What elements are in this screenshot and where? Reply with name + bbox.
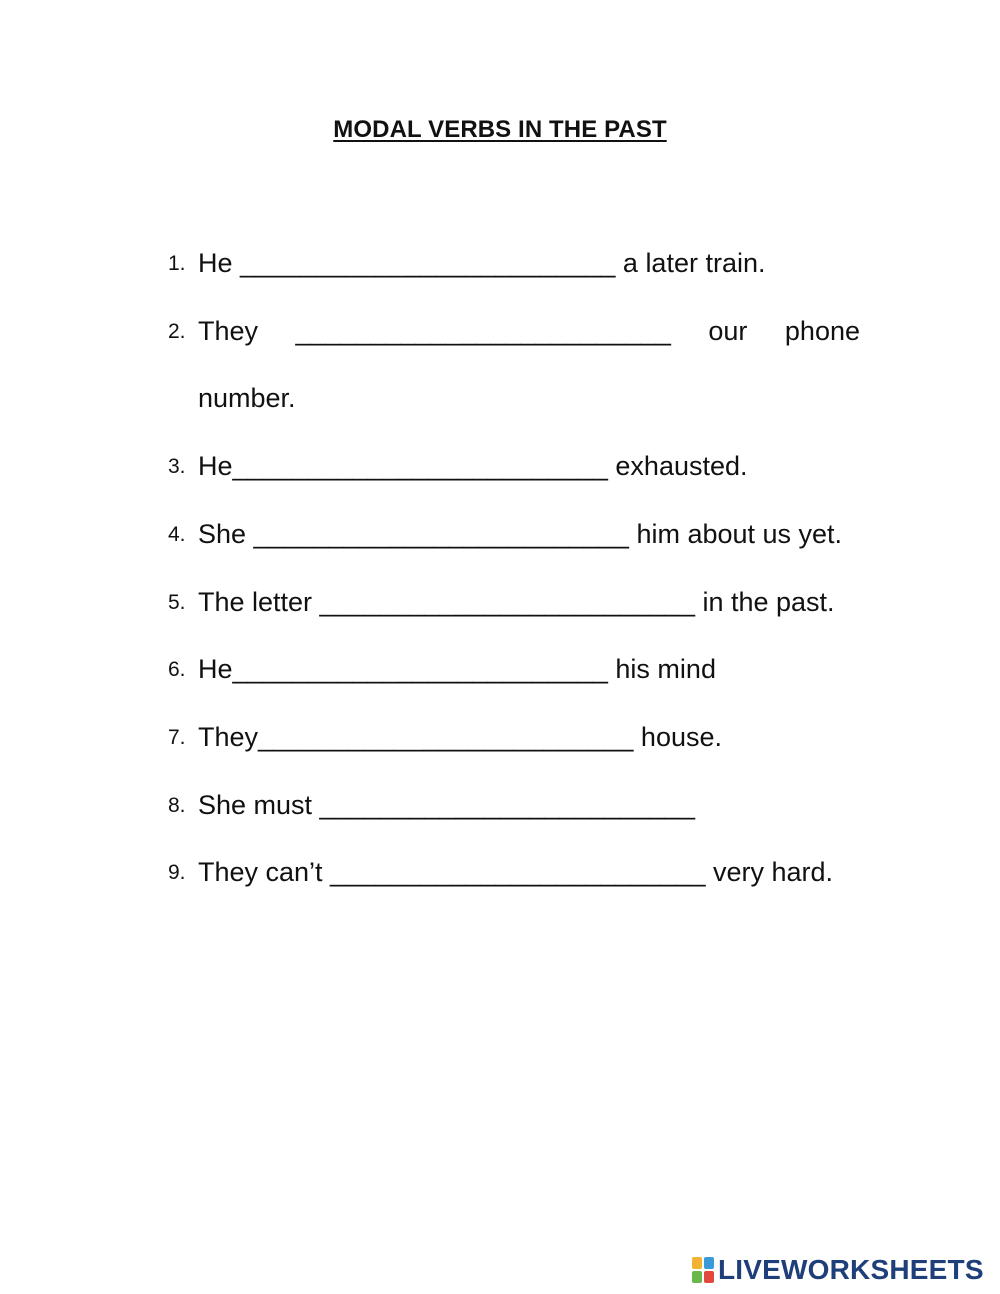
exercise-item-6 bbox=[168, 636, 860, 704]
item-sentence: They_________________________ house. bbox=[198, 721, 722, 752]
liveworksheets-logo bbox=[692, 1255, 984, 1285]
exercise-item-7 bbox=[168, 704, 860, 772]
exercise-list bbox=[168, 230, 860, 907]
item-number: 1. bbox=[168, 252, 186, 275]
logo-block-icon bbox=[692, 1257, 702, 1269]
logo-block-icon bbox=[704, 1271, 714, 1283]
item-number: 4. bbox=[168, 522, 186, 546]
item-number: 8. bbox=[168, 793, 186, 817]
worksheet-title: MODAL VERBS IN THE PAST bbox=[333, 116, 667, 143]
item-number: 3. bbox=[168, 455, 186, 479]
item-sentence: She _________________________ him about us yet. bbox=[198, 518, 843, 549]
item-number: 5. bbox=[168, 590, 186, 614]
item-number: 9. bbox=[168, 861, 186, 885]
logo-wordmark: LIVEWORKSHEETS bbox=[718, 1254, 984, 1285]
logo-block-icon bbox=[692, 1271, 702, 1283]
item-sentence: She must _________________________ bbox=[198, 789, 695, 820]
item-number: 2. bbox=[168, 319, 186, 343]
exercise-item-3 bbox=[168, 433, 860, 501]
exercise-item-9 bbox=[168, 839, 860, 907]
exercise-item-2 bbox=[168, 298, 860, 433]
liveworksheets-logo-icon bbox=[692, 1257, 714, 1283]
exercise-item-8 bbox=[168, 772, 860, 840]
item-number: 7. bbox=[168, 725, 186, 749]
item-sentence: He _________________________ a later train. bbox=[198, 248, 766, 278]
exercise-item-5 bbox=[168, 569, 860, 637]
logo-block-icon bbox=[704, 1257, 714, 1269]
item-sentence: They _________________________ our phone number. bbox=[198, 315, 860, 414]
item-sentence: They can’t _________________________ very hard. bbox=[198, 857, 834, 888]
exercise-item-4 bbox=[168, 501, 860, 569]
item-sentence: He_________________________ exhausted. bbox=[198, 451, 748, 482]
exercise-item-1 bbox=[168, 230, 860, 298]
item-sentence: He_________________________ his mind bbox=[198, 654, 716, 685]
item-number: 6. bbox=[168, 658, 186, 682]
item-sentence: The letter _________________________ in the past. bbox=[198, 586, 835, 617]
